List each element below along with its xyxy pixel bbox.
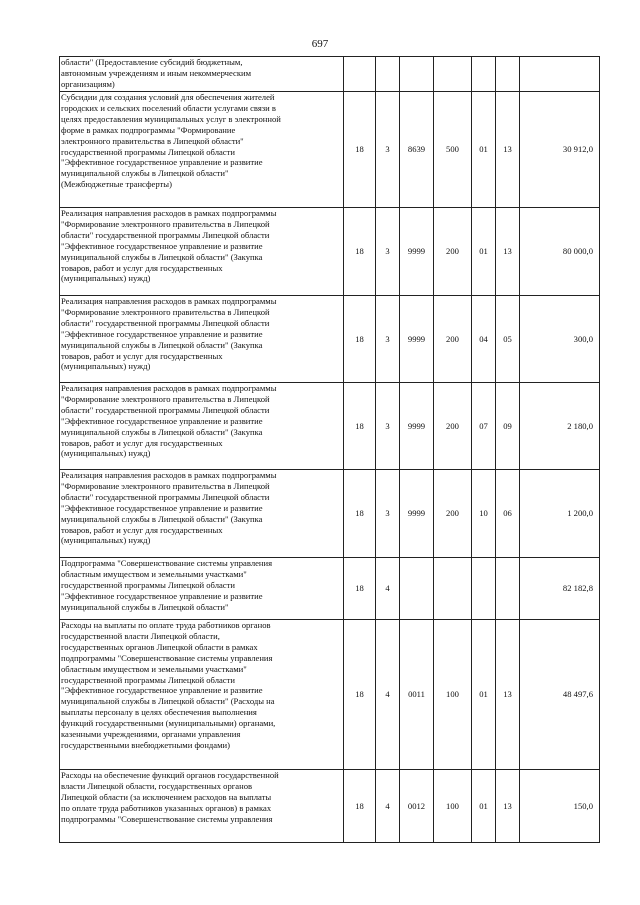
code-cell: 10 (472, 470, 496, 558)
code-cell: 01 (472, 92, 496, 208)
code-cell: 3 (376, 208, 400, 296)
code-cell: 9999 (400, 296, 434, 383)
code-cell: 04 (472, 296, 496, 383)
code-cell: 18 (344, 383, 376, 470)
code-cell: 18 (344, 470, 376, 558)
code-cell: 3 (376, 296, 400, 383)
code-cell: 18 (344, 92, 376, 208)
code-cell (472, 57, 496, 92)
table-row (60, 558, 600, 620)
amount-cell: 150,0 (520, 770, 600, 843)
code-cell (400, 558, 434, 620)
amount-cell: 30 912,0 (520, 92, 600, 208)
code-cell (400, 57, 434, 92)
row-name-cell: Реализация направления расходов в рамках подпрограммы "Формирование электронного правительства в Липецкой области" государственной программы Липецкой области "Эффективное государственное управление и развитие муниципальной службы в Липецкой области" (Закупка товаров, работ и услуг для государственных (муниципальных) нужд) (60, 208, 344, 296)
code-cell: 13 (496, 208, 520, 296)
code-cell: 4 (376, 770, 400, 843)
code-cell: 3 (376, 383, 400, 470)
code-cell: 18 (344, 620, 376, 770)
amount-cell: 2 180,0 (520, 383, 600, 470)
code-cell: 0012 (400, 770, 434, 843)
code-cell: 13 (496, 620, 520, 770)
amount-cell (520, 57, 600, 92)
row-name-cell: области" (Предоставление субсидий бюджетным, автономным учреждениям и иным некоммерческим организациям) (60, 57, 344, 92)
code-cell: 9999 (400, 470, 434, 558)
row-name-cell: Субсидии для создания условий для обеспечения жителей городских и сельских поселений области услугами связи в целях предоставления муниципальных услуг в электронной форме в рамках подпрограммы "Формирование электронного правительства в Липецкой области" государственной программы Липецкой области "Эффективное государственное управление и развитие муниципальной службы в Липецкой области" (Межбюджетные трансферты) (60, 92, 344, 208)
code-cell: 18 (344, 208, 376, 296)
row-name-cell: Реализация направления расходов в рамках подпрограммы "Формирование электронного правительства в Липецкой области" государственной программы Липецкой области "Эффективное государственное управление и развитие муниципальной службы в Липецкой области" (Закупка товаров, работ и услуг для государственных (муниципальных) нужд) (60, 383, 344, 470)
code-cell: 3 (376, 92, 400, 208)
code-cell: 500 (434, 92, 472, 208)
code-cell (376, 57, 400, 92)
code-cell: 01 (472, 620, 496, 770)
code-cell: 8639 (400, 92, 434, 208)
code-cell (434, 57, 472, 92)
table-row (60, 770, 600, 843)
code-cell (344, 57, 376, 92)
code-cell: 01 (472, 770, 496, 843)
code-cell: 18 (344, 558, 376, 620)
budget-table (59, 56, 600, 843)
code-cell: 3 (376, 470, 400, 558)
row-name-cell: Расходы на обеспечение функций органов государственной власти Липецкой области, государственных органов Липецкой области (за исключением расходов на выплаты по оплате труда работников указанных органов) в рамках подпрограммы "Совершенствование системы управления (60, 770, 344, 843)
code-cell: 07 (472, 383, 496, 470)
code-cell: 200 (434, 383, 472, 470)
code-cell: 06 (496, 470, 520, 558)
code-cell: 05 (496, 296, 520, 383)
code-cell: 18 (344, 296, 376, 383)
code-cell: 200 (434, 296, 472, 383)
amount-cell: 1 200,0 (520, 470, 600, 558)
amount-cell: 82 182,8 (520, 558, 600, 620)
amount-cell: 80 000,0 (520, 208, 600, 296)
amount-cell: 48 497,6 (520, 620, 600, 770)
row-name-cell: Реализация направления расходов в рамках подпрограммы "Формирование электронного правительства в Липецкой области" государственной программы Липецкой области "Эффективное государственное управление и развитие муниципальной службы в Липецкой области" (Закупка товаров, работ и услуг для государственных (муниципальных) нужд) (60, 296, 344, 383)
code-cell: 13 (496, 770, 520, 843)
amount-cell: 300,0 (520, 296, 600, 383)
code-cell: 9999 (400, 208, 434, 296)
code-cell: 13 (496, 92, 520, 208)
code-cell: 0011 (400, 620, 434, 770)
code-cell: 9999 (400, 383, 434, 470)
code-cell (496, 558, 520, 620)
table-row (60, 470, 600, 558)
code-cell: 01 (472, 208, 496, 296)
code-cell: 200 (434, 208, 472, 296)
row-name-cell: Подпрограмма "Совершенствование системы управления областным имуществом и земельными участками" государственной программы Липецкой области "Эффективное государственное управление и развитие муниципальной службы в Липецкой области" (60, 558, 344, 620)
code-cell: 200 (434, 470, 472, 558)
table-row (60, 383, 600, 470)
table-row (60, 208, 600, 296)
table-row (60, 620, 600, 770)
table-row (60, 296, 600, 383)
code-cell (472, 558, 496, 620)
code-cell: 18 (344, 770, 376, 843)
code-cell (496, 57, 520, 92)
code-cell: 4 (376, 558, 400, 620)
row-name-cell: Реализация направления расходов в рамках подпрограммы "Формирование электронного правительства в Липецкой области" государственной программы Липецкой области "Эффективное государственное управление и развитие муниципальной службы в Липецкой области" (Закупка товаров, работ и услуг для государственных (муниципальных) нужд) (60, 470, 344, 558)
code-cell: 09 (496, 383, 520, 470)
row-name-cell: Расходы на выплаты по оплате труда работников органов государственной власти Липецкой области, государственных органов Липецкой области в рамках подпрограммы "Совершенствование системы управления областным имуществом и земельными участками" государственной программы Липецкой области "Эффективное государственное управление и развитие муниципальной службы в Липецкой области" (Расходы на выплаты персоналу в целях обеспечения выполнения функций государственными (муниципальными) органами, казенными учреждениями, органами управления государственными внебюджетными фондами) (60, 620, 344, 770)
code-cell: 100 (434, 620, 472, 770)
code-cell: 4 (376, 620, 400, 770)
page-number: 697 (311, 38, 329, 50)
code-cell (434, 558, 472, 620)
table-row (60, 92, 600, 208)
code-cell: 100 (434, 770, 472, 843)
table-row (60, 57, 600, 92)
